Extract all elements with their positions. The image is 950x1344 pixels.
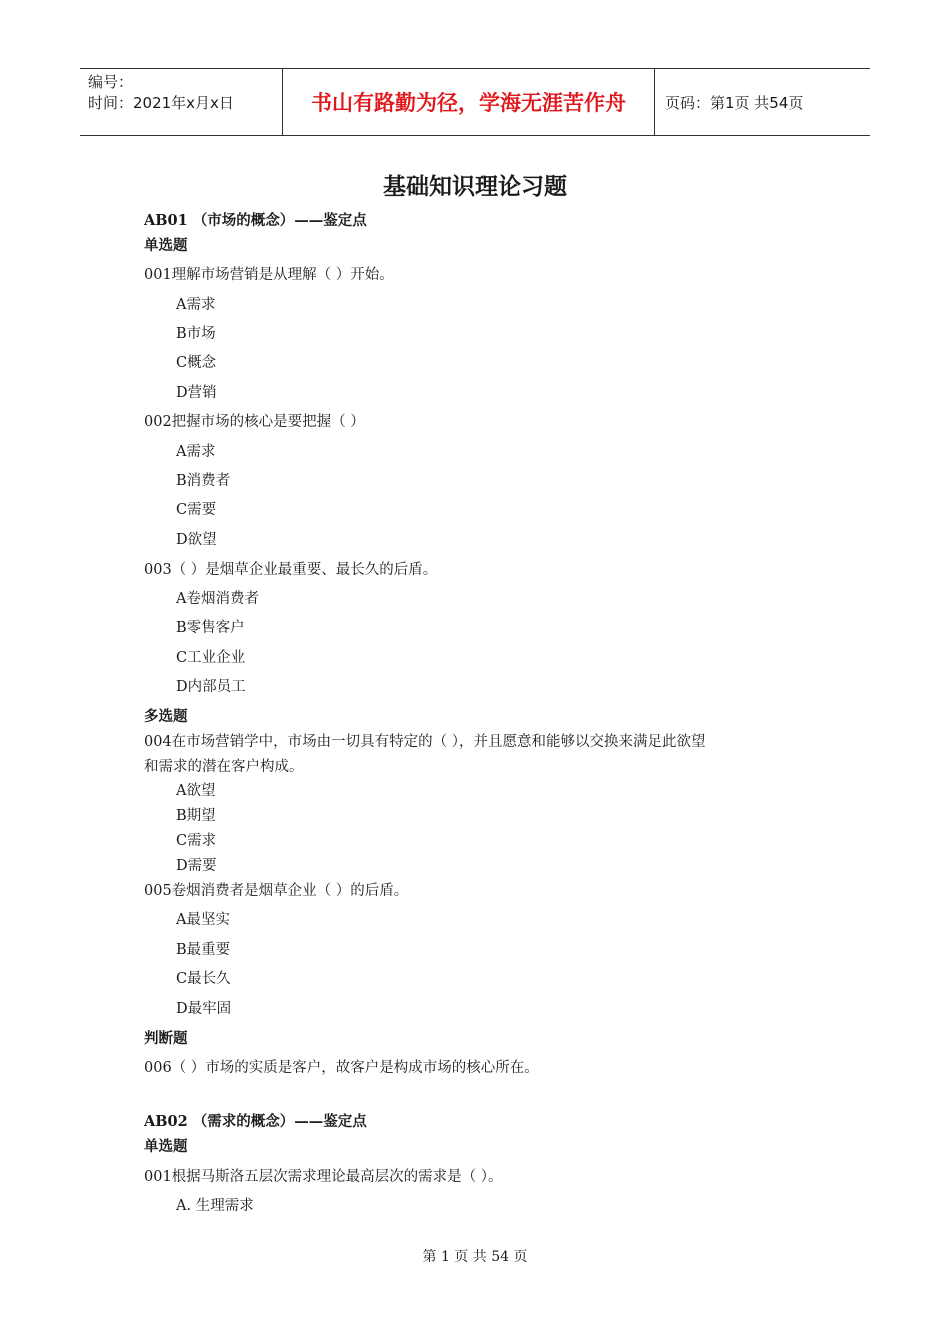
header-meta [80, 69, 282, 135]
document-header [80, 68, 870, 136]
page-footer: 第 1 页 共 54 页 [422, 1249, 528, 1265]
question-text: 005卷烟消费者是烟草企业（ ）的后盾。 [144, 883, 409, 899]
option: C最长久 [176, 971, 231, 987]
option: A需求 [176, 444, 216, 460]
option: C需求 [176, 833, 217, 849]
option: B消费者 [176, 473, 231, 489]
question-text: 003（ ）是烟草企业最重要、最长久的后盾。 [144, 562, 438, 578]
header-motto: 书山有路勤为径，学海无涯苦作舟 [282, 69, 655, 135]
option: A需求 [176, 297, 216, 313]
single-choice-label: 单选题 [144, 237, 188, 254]
option: C工业企业 [176, 650, 246, 666]
header-date: 时间：2021年x月x日 [88, 94, 234, 112]
option: D内部员工 [176, 679, 246, 695]
option: A欲望 [176, 783, 216, 799]
question-text: 001理解市场营销是从理解（ ）开始。 [144, 267, 394, 283]
option: D需要 [176, 858, 217, 874]
option: D营销 [176, 385, 217, 401]
section-heading: AB02 （需求的概念）——鉴定点 [144, 1113, 367, 1130]
question-text-continued: 和需求的潜在客户构成。 [144, 759, 304, 775]
header-number: 编号： [88, 73, 134, 91]
option: C概念 [176, 355, 217, 371]
option: C需要 [176, 502, 217, 518]
page-title: 基础知识理论习题 [383, 173, 567, 200]
question-text: 002把握市场的核心是要把握（ ） [144, 414, 365, 430]
question-text: 004在市场营销学中，市场由一切具有特定的（ ），并且愿意和能够以交换来满足此欲望 [144, 734, 706, 750]
question-text: 006（ ）市场的实质是客户，故客户是构成市场的核心所在。 [144, 1060, 539, 1076]
header-page-info: 页码：第1页 共54页 [665, 93, 804, 112]
question-text: 001根据马斯洛五层次需求理论最高层次的需求是（ ）。 [144, 1169, 503, 1185]
single-choice-label: 单选题 [144, 1138, 188, 1155]
section-heading: AB01 （市场的概念）——鉴定点 [144, 212, 367, 229]
option: A最坚实 [176, 912, 230, 928]
option: B期望 [176, 808, 216, 824]
option: B市场 [176, 326, 216, 342]
multi-choice-label: 多选题 [144, 708, 188, 725]
option: A卷烟消费者 [176, 591, 259, 607]
option: B最重要 [176, 942, 231, 958]
option: B零售客户 [176, 620, 245, 636]
judgment-label: 判断题 [144, 1030, 188, 1047]
option: A. 生理需求 [176, 1198, 254, 1214]
option: D最牢固 [176, 1001, 232, 1017]
option: D欲望 [176, 532, 217, 548]
